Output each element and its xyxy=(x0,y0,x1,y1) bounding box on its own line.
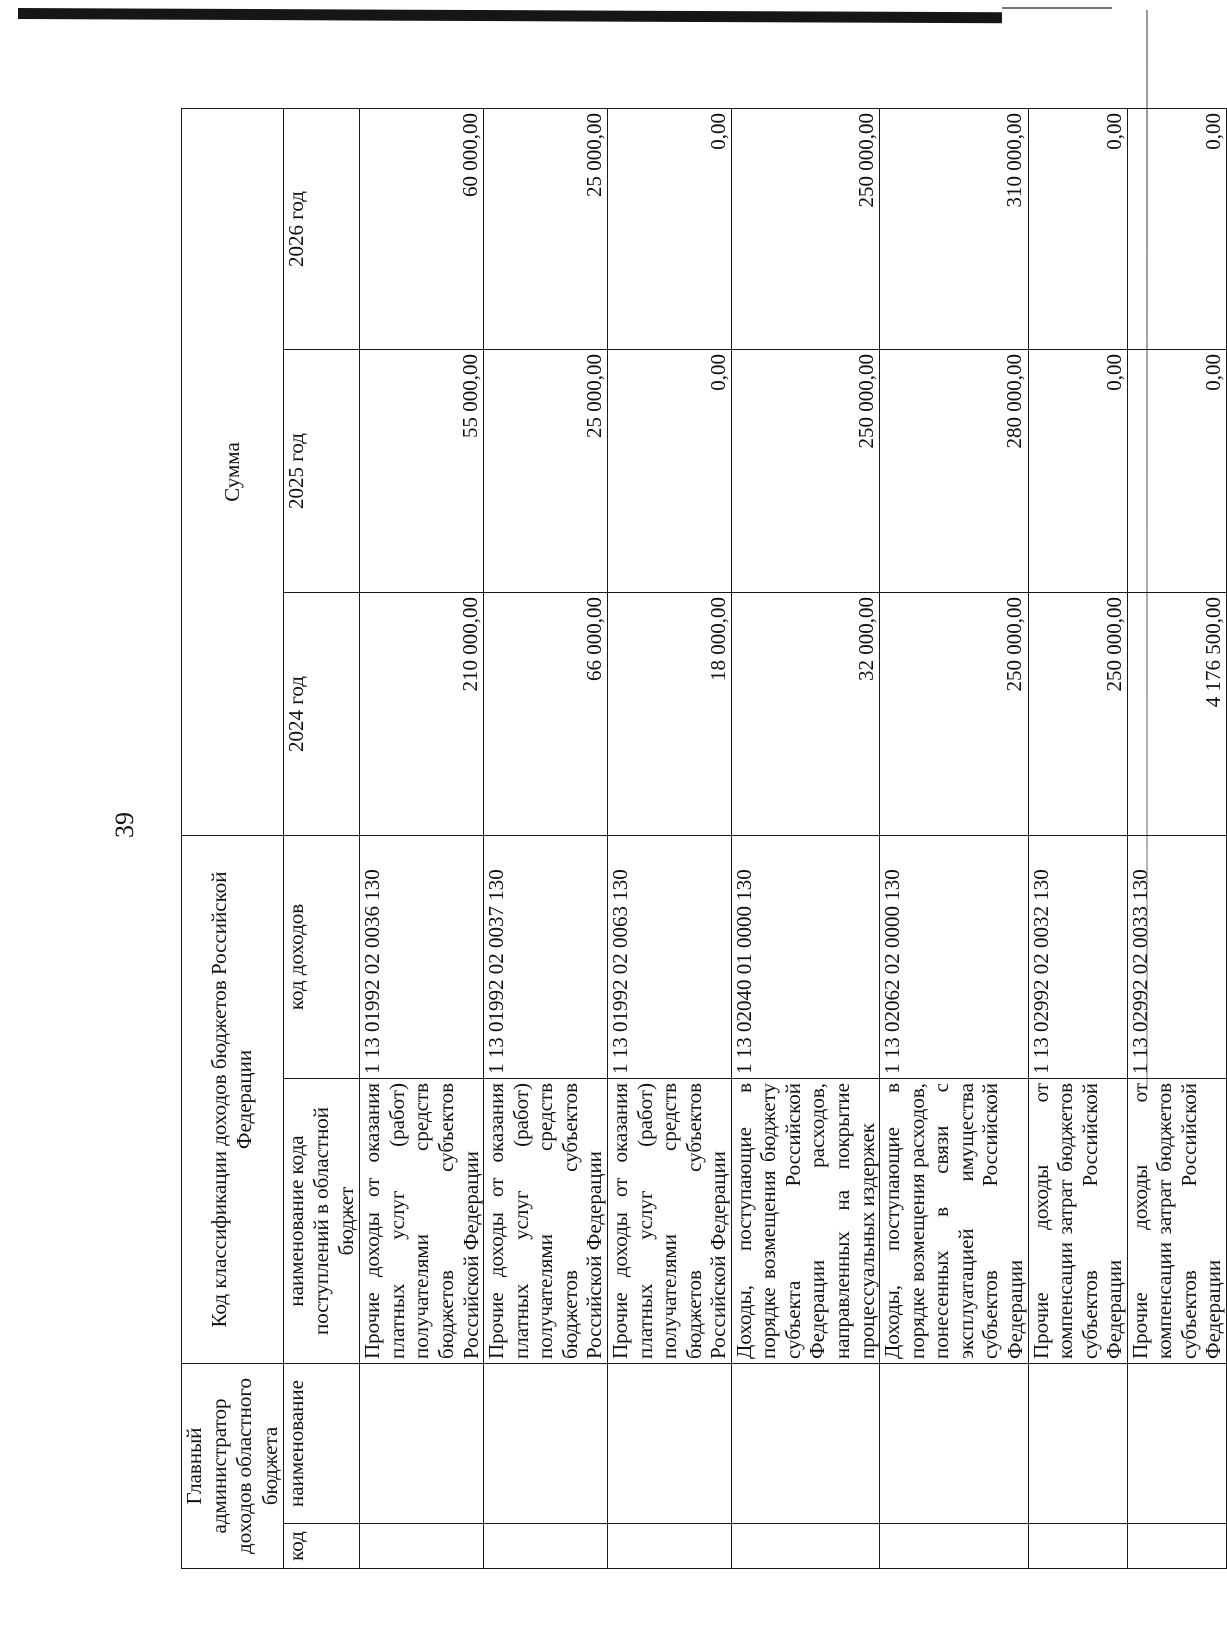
sum-2025-cell: 25 000,00 xyxy=(484,349,608,592)
sum-2025-cell: 0,00 xyxy=(1127,349,1226,592)
header-sum-group: Сумма xyxy=(182,108,284,835)
income-code-cell: 1 13 02040 01 0000 130 xyxy=(731,835,879,1078)
page-number: 39 xyxy=(110,812,139,838)
income-name-cell: Прочие доходы от оказания платных услуг (работ) получателями средств бюджетов субъектов Российской Федерации xyxy=(607,1079,731,1364)
admin-name-cell xyxy=(360,1364,484,1524)
admin-code-cell xyxy=(1127,1524,1226,1569)
admin-code-cell xyxy=(880,1524,1028,1569)
sum-2025-cell: 0,00 xyxy=(1028,349,1127,592)
table-row xyxy=(1028,108,1127,1568)
header-income-code: код доходов xyxy=(283,835,360,1078)
admin-name-cell xyxy=(731,1364,879,1524)
header-admin-code: код xyxy=(283,1524,360,1569)
sum-2026-cell: 0,00 xyxy=(1028,108,1127,349)
header-year-2024: 2024 год xyxy=(283,592,360,835)
header-classification-group: Код классификации доходов бюджетов Российской Федерации xyxy=(182,835,284,1363)
header-year-2025: 2025 год xyxy=(283,349,360,592)
income-name-cell: Доходы, поступающие в порядке возмещения расходов, понесенных в связи с эксплуатацией имущества субъектов Российской Федерации xyxy=(880,1079,1028,1364)
admin-code-cell xyxy=(607,1524,731,1569)
admin-name-cell xyxy=(607,1364,731,1524)
income-name-cell: Доходы, поступающие в порядке возмещения бюджету субъекта Российской Федерации расходов, направленных на покрытие процессуальных издержек xyxy=(731,1079,879,1364)
sum-2024-cell: 250 000,00 xyxy=(1028,592,1127,835)
income-name-cell: Прочие доходы от оказания платных услуг (работ) получателями средств бюджетов субъектов Российской Федерации xyxy=(360,1079,484,1364)
sum-2026-cell: 25 000,00 xyxy=(484,108,608,349)
header-income-name: наименование кода поступлений в областной бюджет xyxy=(283,1079,360,1364)
sum-2024-cell: 18 000,00 xyxy=(607,592,731,835)
table-row xyxy=(1127,108,1226,1568)
sum-2024-cell: 32 000,00 xyxy=(731,592,879,835)
sum-2026-cell: 310 000,00 xyxy=(880,108,1028,349)
sum-2024-cell: 4 176 500,00 xyxy=(1127,592,1226,835)
header-admin-group: Главный администратор доходов областного бюджета xyxy=(182,1364,284,1569)
table-row xyxy=(880,108,1028,1568)
admin-name-cell xyxy=(484,1364,608,1524)
budget-income-table xyxy=(181,108,1227,1569)
table-row xyxy=(607,108,731,1568)
income-code-cell: 1 13 01992 02 0037 130 xyxy=(484,835,608,1078)
sum-2025-cell: 250 000,00 xyxy=(731,349,879,592)
sum-2024-cell: 250 000,00 xyxy=(880,592,1028,835)
scan-top-bar xyxy=(18,8,1002,23)
sum-2026-cell: 0,00 xyxy=(607,108,731,349)
admin-name-cell xyxy=(1127,1364,1226,1524)
income-name-cell: Прочие доходы от компенсации затрат бюджетов субъектов Российской Федерации xyxy=(1127,1079,1226,1364)
sum-2026-cell: 250 000,00 xyxy=(731,108,879,349)
sum-2026-cell: 60 000,00 xyxy=(360,108,484,349)
admin-code-cell xyxy=(1028,1524,1127,1569)
sum-2024-cell: 66 000,00 xyxy=(484,592,608,835)
header-admin-name: наименование xyxy=(283,1364,360,1524)
table-row xyxy=(484,108,608,1568)
table-row xyxy=(731,108,879,1568)
admin-name-cell xyxy=(880,1364,1028,1524)
sum-2025-cell: 280 000,00 xyxy=(880,349,1028,592)
admin-code-cell xyxy=(484,1524,608,1569)
income-name-cell: Прочие доходы от оказания платных услуг (работ) получателями средств бюджетов субъектов Российской Федерации xyxy=(484,1079,608,1364)
rotated-table-wrapper xyxy=(181,109,1226,1569)
table-row xyxy=(360,108,484,1568)
income-code-cell: 1 13 01992 02 0036 130 xyxy=(360,835,484,1078)
table-body xyxy=(360,108,1227,1568)
admin-code-cell xyxy=(731,1524,879,1569)
admin-name-cell xyxy=(1028,1364,1127,1524)
income-code-cell: 1 13 02062 02 0000 130 xyxy=(880,835,1028,1078)
sum-2026-cell: 0,00 xyxy=(1127,108,1226,349)
header-year-2026: 2026 год xyxy=(283,108,360,349)
income-name-cell: Прочие доходы от компенсации затрат бюджетов субъектов Российской Федерации xyxy=(1028,1079,1127,1364)
income-code-cell: 1 13 01992 02 0063 130 xyxy=(607,835,731,1078)
sum-2025-cell: 0,00 xyxy=(607,349,731,592)
admin-code-cell xyxy=(360,1524,484,1569)
sum-2025-cell: 55 000,00 xyxy=(360,349,484,592)
sum-2024-cell: 210 000,00 xyxy=(360,592,484,835)
income-code-cell: 1 13 02992 02 0032 130 xyxy=(1028,835,1127,1078)
income-code-cell: 1 13 02992 02 0033 130 xyxy=(1127,835,1226,1078)
table-header xyxy=(182,108,360,1568)
scan-top-bar-faint xyxy=(1002,7,1112,9)
